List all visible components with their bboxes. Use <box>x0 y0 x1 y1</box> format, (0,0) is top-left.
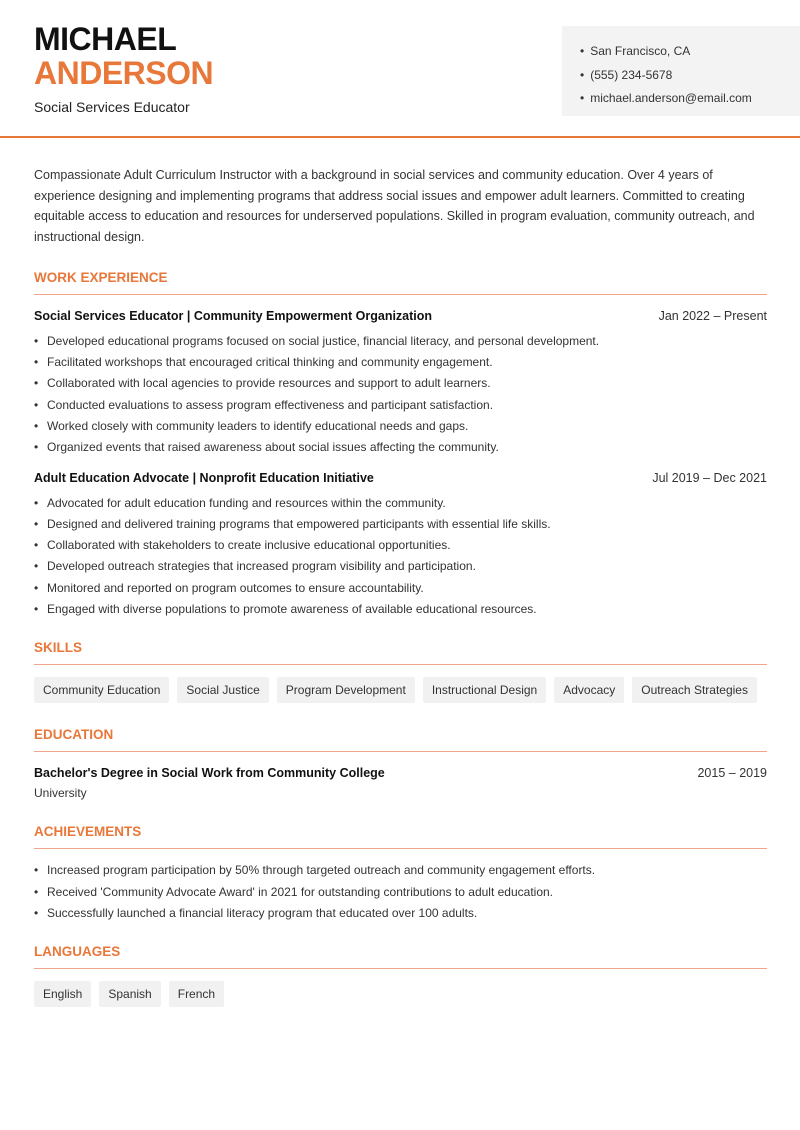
job-position: Social Services Educator | Community Empowerment Organization <box>34 308 433 323</box>
language-tag: English <box>34 981 91 1007</box>
bullet-item: • Engaged with diverse populations to promote awareness of available educational resources. <box>34 599 767 620</box>
skill-tag: Instructional Design <box>423 677 546 703</box>
school: University <box>34 786 87 801</box>
bullet-item: • Collaborated with local agencies to provide resources and support to adult learners. <box>34 373 767 394</box>
last-name: ANDERSON <box>34 55 214 91</box>
skill-tag: Social Justice <box>177 677 268 703</box>
bullet-item: • Worked closely with community leaders to identify educational needs and gaps. <box>34 416 767 437</box>
summary: Compassionate Adult Curriculum Instructor with a background in social services and community education. Over 4 years of experience designing and implementing programs that address social issues and empower adult learners. Committed to creating equitable access to education and resources for underserved populations. Skilled in program evaluation, community outreach, and instructional design. <box>34 168 755 245</box>
contact-location: • San Francisco, CA <box>580 40 800 64</box>
first-name: MICHAEL <box>34 21 177 57</box>
bullet-item: • Designed and delivered training programs that empowered participants with essential life skills. <box>34 514 767 535</box>
bullet-item: • Organized events that raised awareness about social issues affecting the community. <box>34 437 767 458</box>
resume-header <box>0 0 800 138</box>
skill-tag: Outreach Strategies <box>632 677 757 703</box>
achievement-item: • Increased program participation by 50% through targeted outreach and community engagement efforts. <box>34 860 767 881</box>
skill-tag: Community Education <box>34 677 169 703</box>
bullet-item: • Developed educational programs focused on social justice, financial literacy, and personal development. <box>34 331 767 352</box>
job-header <box>34 471 767 485</box>
skills-list <box>34 677 767 703</box>
job-bullets <box>34 331 767 459</box>
job-bullets <box>34 493 767 621</box>
contact-email[interactable]: • michael.anderson@email.com <box>580 87 800 111</box>
skill-tag: Program Development <box>277 677 415 703</box>
degree: Bachelor's Degree in Social Work from Community College <box>34 766 385 781</box>
bullet-item: • Advocated for adult education funding and resources within the community. <box>34 493 767 514</box>
job-dates: Jul 2019 – Dec 2021 <box>652 470 767 485</box>
section-achievements: ACHIEVEMENTS <box>34 824 767 849</box>
section-work-experience: WORK EXPERIENCE <box>34 270 767 295</box>
contact-phone: • (555) 234-5678 <box>580 64 800 88</box>
education-entry <box>34 766 767 780</box>
education-dates: 2015 – 2019 <box>697 766 767 781</box>
languages-list <box>34 981 767 1007</box>
section-education: EDUCATION <box>34 727 767 752</box>
contact-box <box>562 26 800 116</box>
job-title: Social Services Educator <box>34 99 190 115</box>
bullet-item: • Conducted evaluations to assess program effectiveness and participant satisfaction. <box>34 395 767 416</box>
section-skills: SKILLS <box>34 640 767 665</box>
bullet-item: • Collaborated with stakeholders to create inclusive educational opportunities. <box>34 535 767 556</box>
job-dates: Jan 2022 – Present <box>658 308 767 323</box>
job-position: Adult Education Advocate | Nonprofit Education Initiative <box>34 470 374 485</box>
bullet-item: • Monitored and reported on program outcomes to ensure accountability. <box>34 578 767 599</box>
achievement-item: • Received 'Community Advocate Award' in 2021 for outstanding contributions to adult education. <box>34 882 767 903</box>
language-tag: French <box>169 981 224 1007</box>
bullet-item: • Developed outreach strategies that increased program visibility and participation. <box>34 556 767 577</box>
achievements-list <box>34 860 767 924</box>
bullet-item: • Facilitated workshops that encouraged critical thinking and community engagement. <box>34 352 767 373</box>
section-languages: LANGUAGES <box>34 944 767 969</box>
achievement-item: • Successfully launched a financial literacy program that educated over 100 adults. <box>34 903 767 924</box>
candidate-name <box>34 22 213 90</box>
job-header <box>34 309 767 323</box>
skill-tag: Advocacy <box>554 677 624 703</box>
language-tag: Spanish <box>99 981 160 1007</box>
